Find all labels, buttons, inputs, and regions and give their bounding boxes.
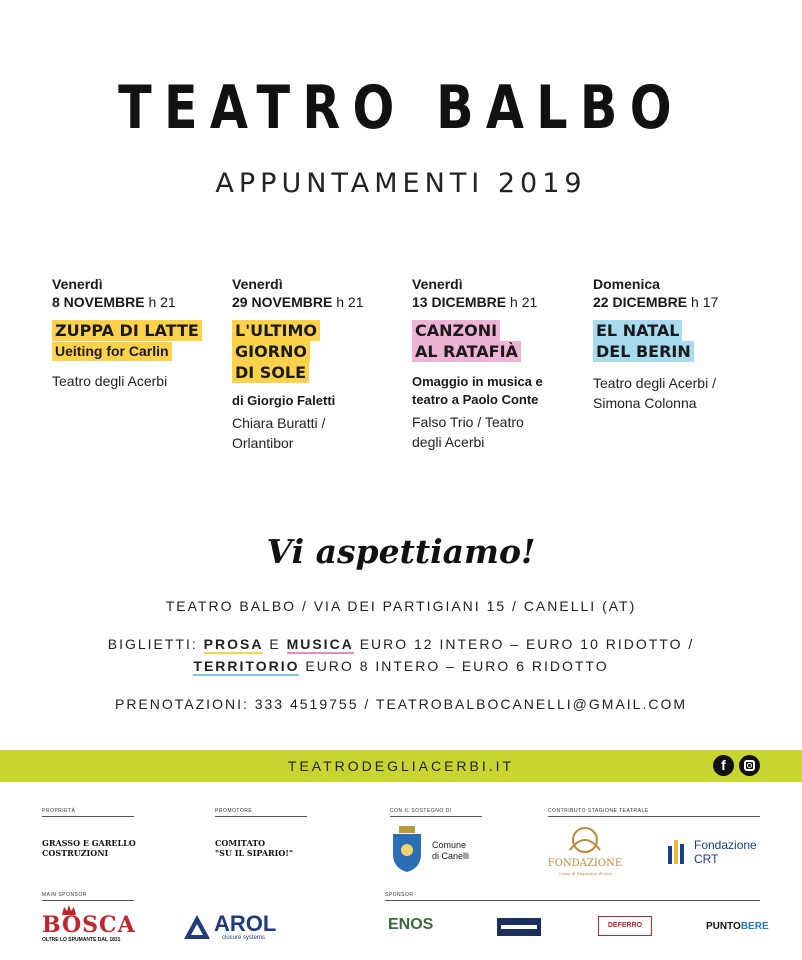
event-day: Venerdì xyxy=(52,276,103,292)
tagline: Vi aspettiamo! xyxy=(266,532,536,571)
musica-label: MUSICA xyxy=(286,636,354,652)
event-title: EL NATAL DEL BERIN xyxy=(593,321,768,363)
event-title: CANZONI AL RATAFIÀ xyxy=(412,321,587,363)
comune-name: Comune di Canelli xyxy=(432,840,470,861)
proprieta-label: PROPRIETÀ xyxy=(42,808,134,817)
territorio-label: TERRITORIO xyxy=(193,658,300,674)
main-sponsor-label: MAIN SPONSOR xyxy=(42,892,134,901)
crt-logo-icon xyxy=(668,840,690,864)
event-description: teatro a Paolo Conte xyxy=(412,392,539,407)
sponsor-label: SPONSOR xyxy=(385,892,760,901)
event-date: 22 DICEMBRE h 17 xyxy=(593,294,719,310)
event-day: Venerdì xyxy=(412,276,463,292)
sponsor-badge-icon xyxy=(497,918,541,936)
event-day: Domenica xyxy=(593,276,660,292)
event-date: 13 DICEMBRE h 21 xyxy=(412,294,538,310)
event-company: Teatro degli Acerbi / xyxy=(593,375,716,391)
promotore-name: COMITATO "SU IL SIPARIO!" xyxy=(215,838,294,858)
instagram-icon[interactable] xyxy=(739,755,760,776)
event-date: 8 NOVEMBRE h 21 xyxy=(52,294,176,310)
event-el-natal-del-berin xyxy=(593,275,768,413)
event-company: Orlantibor xyxy=(232,435,294,451)
arol-triangle-icon xyxy=(184,915,210,939)
prosa-label: PROSA xyxy=(203,636,264,652)
fondazione-subtitle: Cassa di Risparmio di Asti xyxy=(558,871,612,876)
event-zuppa-di-latte xyxy=(52,275,227,391)
arol-logo: AROL xyxy=(214,911,277,936)
event-day: Venerdì xyxy=(232,276,283,292)
crt-name: Fondazione CRT xyxy=(694,838,757,866)
facebook-icon[interactable]: f xyxy=(713,755,734,776)
address: TEATRO BALBO / VIA DEI PARTIGIANI 15 / CANELLI (AT) xyxy=(165,598,637,614)
bosca-subtitle: OLTRE LO SPUMANTE DAL 1831 xyxy=(42,937,121,943)
event-canzoni-al-ratafia xyxy=(412,275,587,452)
event-subtitle: Ueiting for Carlin xyxy=(52,342,172,361)
page-subtitle: APPUNTAMENTI 2019 xyxy=(215,168,587,199)
event-company: Chiara Buratti / xyxy=(232,415,326,431)
bosca-logo: BOSCA xyxy=(42,912,136,938)
deferro-logo: DEFERRO xyxy=(598,916,652,936)
event-company: Teatro degli Acerbi xyxy=(52,373,168,389)
comune-crest-icon xyxy=(390,824,424,874)
event-company: Simona Colonna xyxy=(593,395,697,411)
bookings: PRENOTAZIONI: 333 4519755 / TEATROBALBOCANELLI@GMAIL.COM xyxy=(114,696,688,712)
event-title: L'ULTIMO GIORNO DI SOLE xyxy=(232,321,407,384)
sostegno-label: CON IL SOSTEGNO DI xyxy=(390,808,482,817)
tickets-line-1: BIGLIETTI: PROSA E MUSICA EURO 12 INTERO – EURO 10 RIDOTTO / xyxy=(107,636,695,652)
event-date: 29 NOVEMBRE h 21 xyxy=(232,294,364,310)
promotore-label: PROMOTORE xyxy=(215,808,307,817)
event-author: di Giorgio Faletti xyxy=(232,393,336,408)
enos-logo: ENOS xyxy=(388,916,434,933)
arol-subtitle: closure systems xyxy=(222,935,266,941)
event-company: Falso Trio / Teatro xyxy=(412,414,524,430)
page-title: TEATRO BALBO xyxy=(118,73,684,143)
tickets-line-2: TERRITORIO EURO 8 INTERO – EURO 6 RIDOTTO xyxy=(193,658,609,674)
event-title: ZUPPA DI LATTE xyxy=(52,320,202,341)
event-company: degli Acerbi xyxy=(412,434,485,450)
website-bar xyxy=(0,750,802,782)
event-description: Omaggio in musica e xyxy=(412,374,543,389)
proprieta-name: GRASSO E GARELLO COSTRUZIONI xyxy=(42,838,136,858)
fondazione-name: FONDAZIONE xyxy=(547,858,623,869)
fondazione-crest-icon xyxy=(560,824,610,856)
website-link[interactable]: TEATRODEGLIACERBI.IT xyxy=(287,758,515,774)
contributo-label: CONTRIBUTO STAGIONE TEATRALE xyxy=(548,808,760,817)
puntobere-logo: PUNTOBERE xyxy=(706,921,769,932)
event-ultimo-giorno-di-sole xyxy=(232,275,407,453)
